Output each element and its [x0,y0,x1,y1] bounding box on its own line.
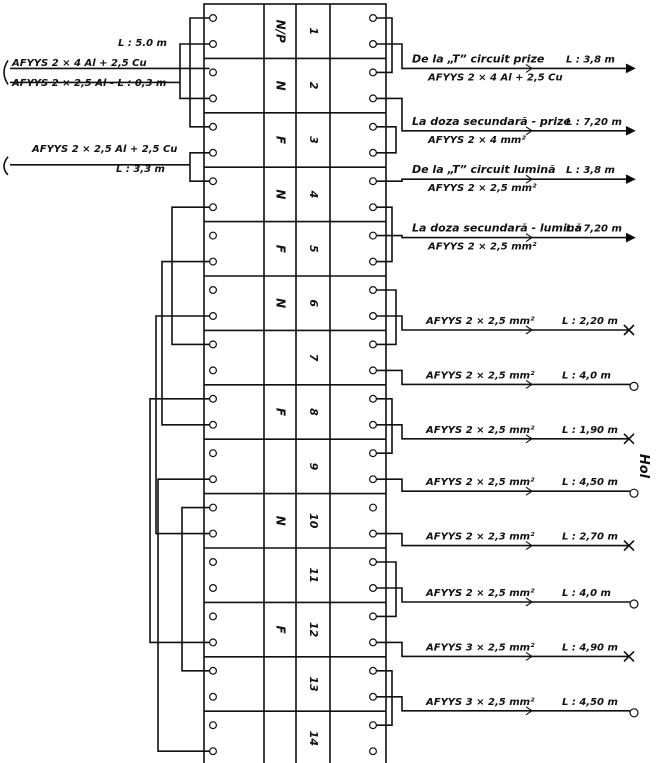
right-terminal [370,232,377,239]
circuit-description-label: La doza secundară - prize [412,114,571,128]
right-terminal [370,667,377,674]
right-terminal [370,69,377,76]
cable-type-label: AFYYS 2 × 2,5 mm² [426,316,535,327]
left-terminal [210,450,217,457]
left-terminal [210,504,217,511]
right-terminal [370,15,377,22]
position-number: 7 [307,353,320,362]
output-wire [376,179,630,181]
left-terminal [210,232,217,239]
left-terminal [210,722,217,729]
position-number: 8 [307,408,320,416]
right-terminal [370,748,377,755]
right-terminal [370,613,377,620]
cable-length-label: L : 4,0 m [562,588,611,599]
position-number: 10 [307,513,320,529]
left-terminal [210,69,217,76]
left-terminal [210,639,217,646]
left-terminal [210,95,217,102]
cable-length-label: L : 4,50 m [562,477,618,489]
phase-label: F [273,407,288,417]
right-terminal [370,258,377,265]
position-number: 9 [307,462,320,471]
left-terminal [210,204,217,211]
position-number: 6 [307,299,320,308]
right-terminal [370,123,377,130]
phase-label: N [273,515,288,526]
phase-label: N [273,298,288,309]
circuit-description-label: La doza secundară - lumină [412,221,582,235]
arrow-end-mark [626,175,634,183]
left-jumper-wire [158,479,210,751]
left-terminal [210,287,217,294]
left-terminal [210,693,217,700]
feeder-terminal-mark [4,157,8,175]
right-terminal [370,585,377,592]
right-terminal [370,693,377,700]
right-terminal [370,178,377,185]
cable-length-label: L : 3,8 m [566,54,615,66]
left-terminal [210,178,217,185]
cable-type-label: AFYYS 2 × 2,3 mm² [426,531,535,543]
right-terminal [370,421,377,428]
left-terminal [210,41,217,48]
lamp-o-mark [630,382,638,390]
right-terminal [370,639,377,646]
left-terminal [210,748,217,755]
cable-type-label: AFYYS 2 × 4 mm² [428,134,526,146]
cable-type-label: AFYYS 2 × 2,5 mm² [428,183,537,195]
room-label: Hol [636,453,651,479]
position-number: 2 [307,81,320,90]
left-terminal [210,613,217,620]
right-terminal [370,450,377,457]
left-terminal [210,530,217,537]
left-terminal [210,313,217,320]
cable-length-label: L : 1,90 m [562,424,618,436]
feeder-length-label: L : 5.0 m [118,38,167,49]
right-terminal [370,313,377,320]
cable-type-label: AFYYS 2 × 2,5 mm² [426,424,535,436]
left-terminal [210,258,217,265]
left-terminal [210,421,217,428]
feeder-cable-label: AFYYS 2 × 4 Al + 2,5 Cu [12,58,147,69]
lamp-o-mark [630,600,638,608]
right-terminal [370,559,377,566]
output-wire [376,236,630,238]
cable-type-label: AFYYS 2 × 4 Al + 2,5 Cu [428,72,563,84]
lamp-o-mark [630,489,638,497]
left-terminal [210,585,217,592]
cable-length-label: L : 4,50 m [562,696,618,708]
left-terminal [210,559,217,566]
right-terminal [370,341,377,348]
circuit-description-label: De la „T” circuit lumină [412,163,556,177]
feeder-terminal-mark [4,60,8,84]
right-terminal [370,41,377,48]
position-number: 13 [307,676,320,692]
cable-type-label: AFYYS 2 × 2,5 mm² [426,588,535,599]
position-number: 12 [307,621,320,638]
position-number: 11 [307,567,320,583]
left-terminal [210,123,217,130]
right-terminal [370,395,377,402]
cable-length-label: L : 4,0 m [562,370,611,382]
phase-label: F [273,244,288,253]
left-jumper-wire [162,262,210,425]
phase-label: N [273,80,288,91]
position-number: 3 [307,136,320,144]
right-terminal [370,95,377,102]
cable-length-label: L : 4,90 m [562,642,618,654]
arrow-end-mark [626,127,634,135]
right-terminal [370,367,377,374]
position-number: 5 [307,244,320,253]
cable-type-label: AFYYS 3 × 2,5 mm² [426,642,535,654]
right-terminal [370,287,377,294]
left-jumper-wire [150,399,210,643]
right-terminal [370,149,377,156]
right-terminal [370,722,377,729]
left-terminal [210,149,217,156]
terminal-strip [204,4,386,763]
left-terminal [210,15,217,22]
cable-type-label: AFYYS 3 × 2,5 mm² [426,696,535,708]
lamp-o-mark [630,709,638,717]
cable-length-label: L : 3,8 m [566,165,615,177]
left-terminal [210,667,217,674]
right-terminal [370,504,377,511]
cable-length-label: L : 7,20 m [566,223,622,235]
circuit-description-label: De la „T” circuit prize [412,52,545,66]
right-terminal [370,530,377,537]
feeder-cable-label: AFYYS 2 × 2,5 Al + 2,5 Cu [32,144,178,155]
cable-type-label: AFYYS 2 × 2,5 mm² [428,241,537,253]
left-terminal [210,341,217,348]
cable-length-label: L : 2,20 m [562,316,618,327]
strip-frame [204,4,386,763]
feeder-length-label: L : 3,3 m [116,164,165,175]
position-number: 4 [307,190,320,199]
left-terminal [210,367,217,374]
left-terminal [210,395,217,402]
phase-label: N [273,189,288,200]
cable-length-label: L : 2,70 m [562,531,618,543]
cable-type-label: AFYYS 2 × 2,5 mm² [426,477,535,489]
position-number: 14 [307,730,320,747]
left-terminal [210,476,217,483]
arrow-end-mark [626,234,634,242]
right-terminal [370,204,377,211]
cable-length-label: L : 7,20 m [566,116,622,128]
position-number: 1 [307,27,320,36]
arrow-end-mark [626,64,634,72]
cable-type-label: AFYYS 2 × 2,5 mm² [426,370,535,382]
right-terminal [370,476,377,483]
feeder-cable-label: AFYYS 2 × 2,5 Al - L : 0,3 m [12,78,167,89]
phase-label: F [273,625,288,634]
phase-label: N/P [273,19,288,43]
phase-label: F [273,135,288,145]
